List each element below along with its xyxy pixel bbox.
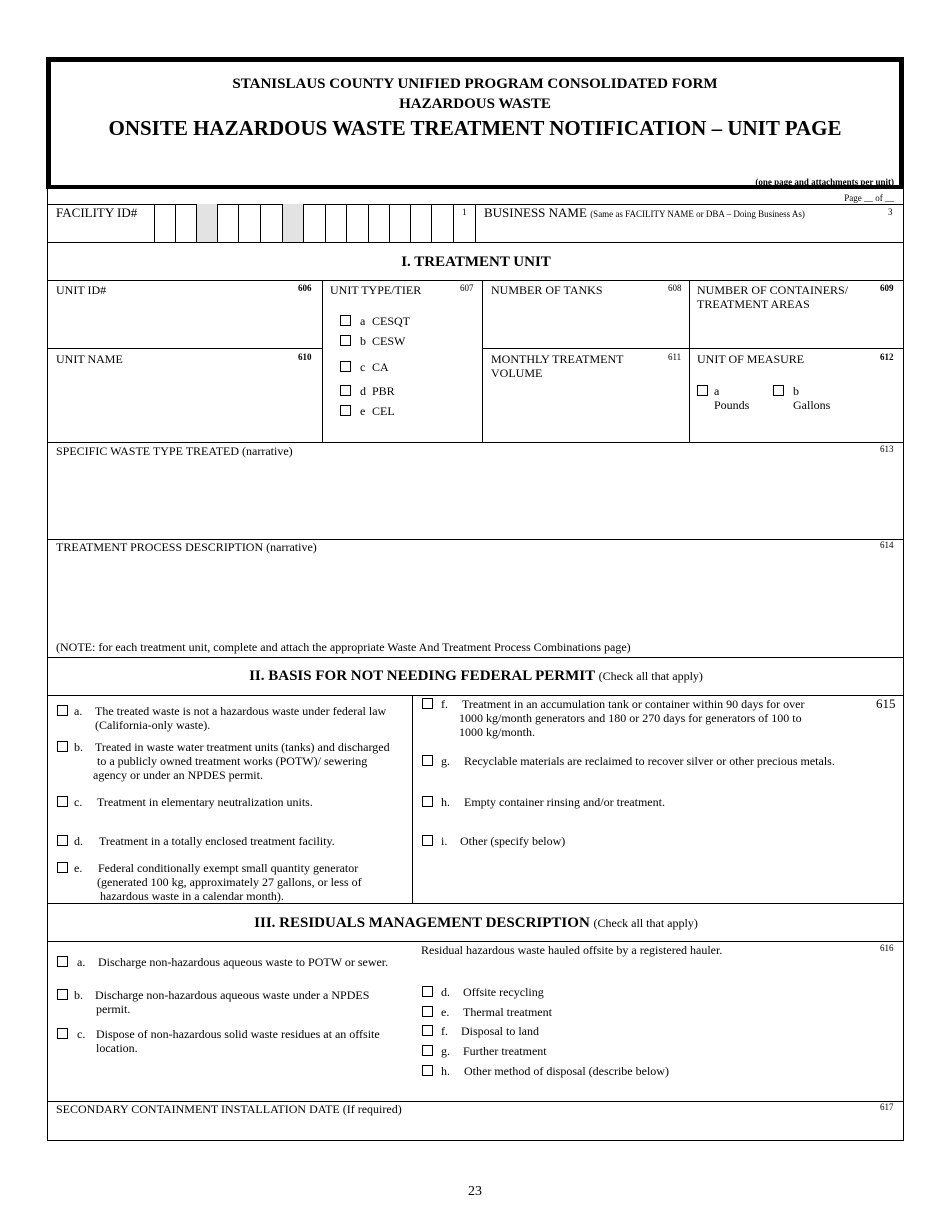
section1-title: I. TREATMENT UNIT [401,254,551,270]
hauled-label: Residual hazardous waste hauled offsite by a registered hauler. [421,943,723,957]
checkbox-icon [57,705,68,716]
checkbox-icon [422,986,433,997]
monthly-volume-num: 611 [668,352,682,362]
waste-type-num: 613 [880,444,894,454]
page-number: 23 [468,1184,482,1199]
monthly-volume-input[interactable] [487,384,685,438]
checkbox-icon [57,741,68,752]
unit-type-num: 607 [460,283,474,293]
unit-id-input[interactable] [52,300,317,344]
unit-measure-num: 612 [880,352,894,362]
checkbox-icon [57,862,68,873]
checkbox-icon [697,385,708,396]
frame-right [903,189,904,1141]
unit-name-num: 610 [298,352,312,362]
section3-num: 616 [880,943,894,953]
business-name-num: 3 [888,207,893,217]
process-note: (NOTE: for each treatment unit, complete and attach the appropriate Waste And Treatment Process Combinations page) [56,640,631,654]
unit-id-num: 606 [298,283,312,293]
tanks-label: NUMBER OF TANKS [491,283,603,297]
facility-id-num: 1 [462,207,467,217]
form-title: ONSITE HAZARDOUS WASTE TREATMENT NOTIFICATION – UNIT PAGE [108,116,842,140]
unit-id-label: UNIT ID# [56,283,107,297]
containers-input[interactable] [693,314,899,344]
checkbox-icon [422,835,433,846]
unit-measure-label: UNIT OF MEASURE [697,352,805,366]
checkbox-icon [57,956,68,967]
facility-id-label: FACILITY ID# [56,205,138,220]
containers-num: 609 [880,283,894,293]
frame-left [47,189,48,1141]
process-num: 614 [880,540,894,550]
process-label: TREATMENT PROCESS DESCRIPTION (narrative) [56,540,317,554]
form-line1: STANISLAUS COUNTY UNIFIED PROGRAM CONSOLIDATED FORM [232,76,718,92]
checkbox-icon [57,796,68,807]
checkbox-icon [422,698,433,709]
page-of: Page __ of __ [844,193,894,203]
checkbox-icon [422,1006,433,1017]
checkbox-icon [57,1028,68,1039]
tanks-num: 608 [668,283,682,293]
section2-title: II. BASIS FOR NOT NEEDING FEDERAL PERMIT (Check all that apply) [249,668,703,684]
business-name-input[interactable] [480,222,900,240]
unit-name-label: UNIT NAME [56,352,123,366]
per-unit-note: (one page and attachments per unit) [755,177,894,187]
checkbox-icon [340,315,351,326]
business-name-label: BUSINESS NAME (Same as FACILITY NAME or DBA – Doing Business As) [484,205,805,220]
unit-type-label: UNIT TYPE/TIER [330,283,422,297]
secondary-containment-input[interactable] [52,1118,900,1138]
secondary-containment-num: 617 [880,1102,894,1112]
checkbox-icon [422,755,433,766]
frame-bottom [47,1140,904,1141]
checkbox-icon [340,361,351,372]
process-input[interactable] [52,556,900,634]
section3-title: III. RESIDUALS MANAGEMENT DESCRIPTION (Check all that apply) [254,915,698,931]
checkbox-icon [422,1065,433,1076]
waste-type-input[interactable] [52,460,900,536]
containers-label: NUMBER OF CONTAINERS/ TREATMENT AREAS [697,283,849,311]
section2-num: 615 [876,696,896,711]
checkbox-icon [340,385,351,396]
tanks-input[interactable] [487,300,685,344]
checkbox-icon [57,989,68,1000]
checkbox-icon [340,405,351,416]
checkbox-icon [340,335,351,346]
form-line2: HAZARDOUS WASTE [399,96,551,112]
checkbox-icon [57,835,68,846]
checkbox-icon [422,1045,433,1056]
secondary-containment-label: SECONDARY CONTAINMENT INSTALLATION DATE (If required) [56,1102,402,1116]
checkbox-icon [422,796,433,807]
checkbox-icon [422,1025,433,1036]
monthly-volume-label: MONTHLY TREATMENT VOLUME [491,352,624,380]
waste-type-label: SPECIFIC WASTE TYPE TREATED (narrative) [56,444,293,458]
checkbox-icon [773,385,784,396]
unit-name-input[interactable] [52,370,317,438]
